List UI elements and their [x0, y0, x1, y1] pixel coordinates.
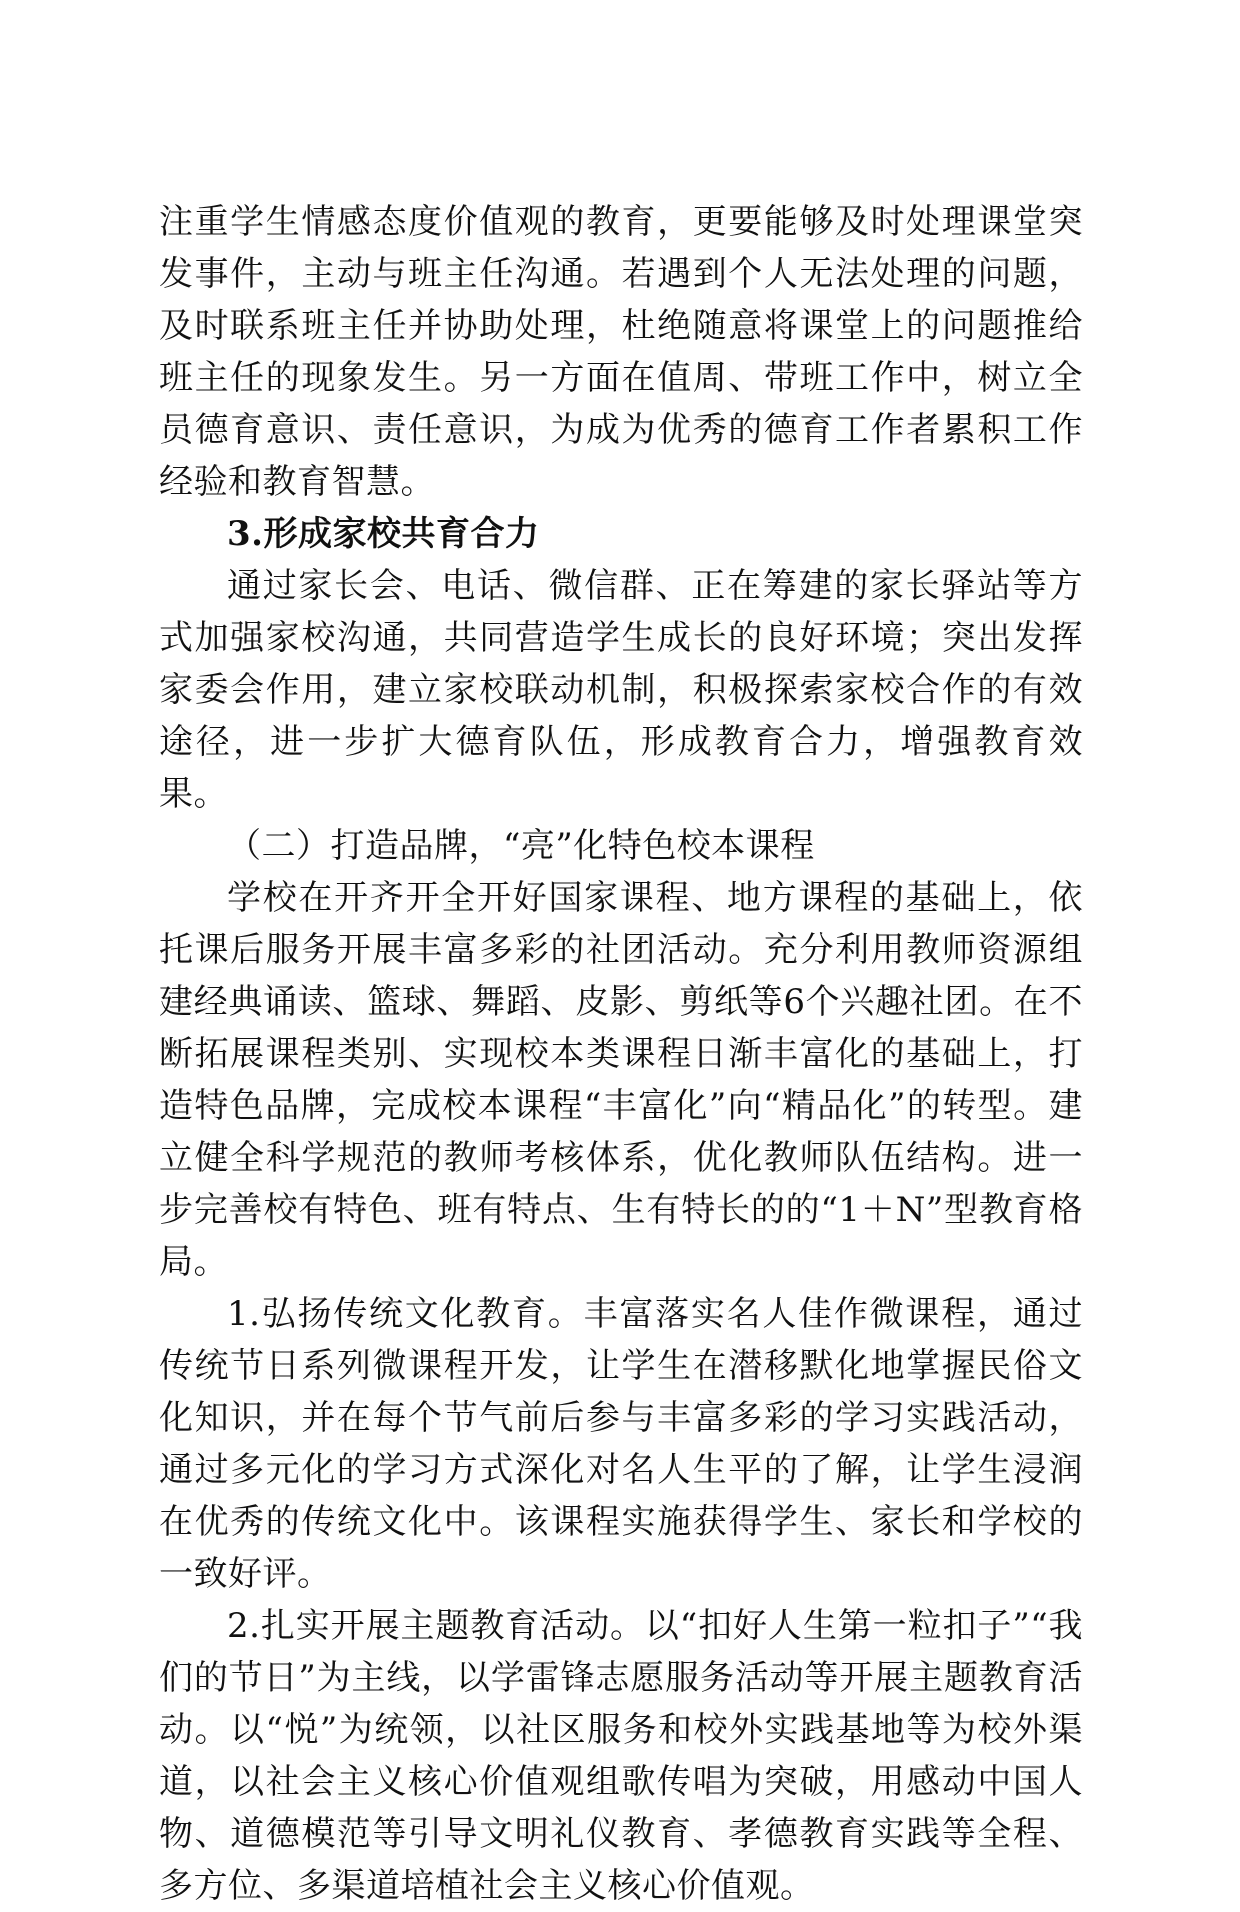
paragraph-theme-education: 2.扎实开展主题教育活动。以“扣好人生第一粒扣子”“我们的节日”为主线，以学雷锋志愿服务活动等开展主题教育活动。以“悦”为统领，以社区服务和校外实践基地等为校外渠道，以社会主义核心价值观组歌传唱为突破，用感动中国人物、道德模范等引导文明礼仪教育、孝德教育实践等全程、多方位、多渠道培植社会主义核心价值观。: [159, 1606, 1083, 1906]
document-body: [159, 196, 1083, 1912]
section-heading-brand: （二）打造品牌，“亮”化特色校本课程: [227, 826, 815, 866]
paragraph-traditional-culture: 1.弘扬传统文化教育。丰富落实名人佳作微课程，通过传统节日系列微课程开发，让学生在潜移默化地掌握民俗文化知识，并在每个节气前后参与丰富多彩的学习实践活动，通过多元化的学习方式深化对名人生平的了解，让学生浸润在优秀的传统文化中。该课程实施获得学生、家长和学校的一致好评。: [159, 1294, 1083, 1594]
paragraph-continuation: 注重学生情感态度价值观的教育，更要能够及时处理课堂突发事件，主动与班主任沟通。若遇到个人无法处理的问题，及时联系班主任并协助处理，杜绝随意将课堂上的问题推给班主任的现象发生。另一方面在值周、带班工作中，树立全员德育意识、责任意识，为成为优秀的德育工作者累积工作经验和教育智慧。: [159, 202, 1083, 502]
subheading-home-school: 3.形成家校共育合力: [227, 514, 540, 554]
paragraph-home-school: 通过家长会、电话、微信群、正在筹建的家长驿站等方式加强家校沟通，共同营造学生成长的良好环境；突出发挥家委会作用，建立家校联动机制，积极探索家校合作的有效途径，进一步扩大德育队伍，形成教育合力，增强教育效果。: [159, 566, 1083, 814]
paragraph-school-courses: 学校在开齐开全开好国家课程、地方课程的基础上，依托课后服务开展丰富多彩的社团活动。充分利用教师资源组建经典诵读、篮球、舞蹈、皮影、剪纸等6个兴趣社团。在不断拓展课程类别、实现校本类课程日渐丰富化的基础上，打造特色品牌，完成校本课程“丰富化”向“精品化”的转型。建立健全科学规范的教师考核体系，优化教师队伍结构。进一步完善校有特色、班有特点、生有特长的的“1＋N”型教育格局。: [159, 878, 1083, 1282]
